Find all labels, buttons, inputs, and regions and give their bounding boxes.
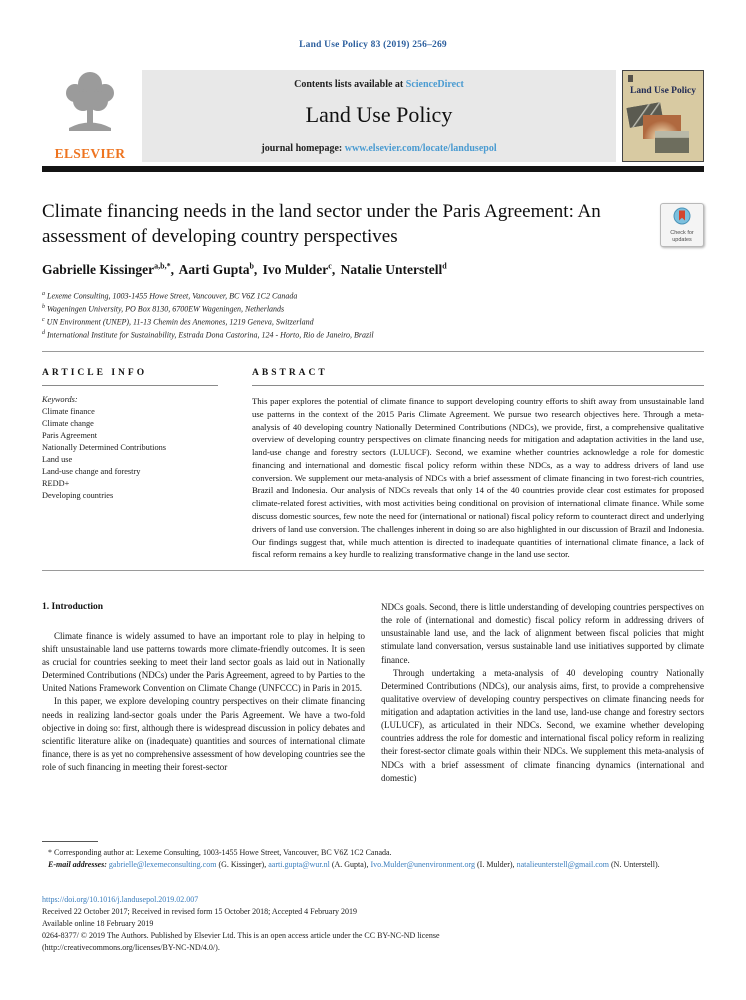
author-list xyxy=(42,261,704,278)
contents-prefix: Contents lists available at xyxy=(294,79,406,90)
email-label: E-mail addresses: xyxy=(48,860,107,869)
author-name: Aarti Gupta xyxy=(178,261,250,277)
body-columns xyxy=(42,601,704,785)
abstract-text: This paper explores the potential of climate finance to support developing country efforts to shift away from unsustainable land use patterns in the context of the 2015 Paris Climate Agreement. We pursue two research objectives here. Through a meta-analysis of 40 developing country Nationally Determined Contributions (NDCs), we provide, first, a comprehensive qualitative overview of developing country perspectives on climate financing needs for mitigation and adaptation activities in the land use, land-use change and forestry sectors (LULUCF). Second, we examine whether countries acknowledge a role for domestic financing and international and domestic fiscal policy reform within these NDCs, as a way to address drivers of land use conversion. We supplement our meta-analysis of NDCs with a brief assessment of climate financing in two forest-rich countries, Brazil and Indonesia. Our analysis of NDCs reveals that only 14 of the 40 countries provide clear cost estimates for proposed climate-related forest activities, with most activities being conditional on provision of international climate finance. While some discuss domestic sources, few note the need for (international or national) fiscal policy reform to counteract direct and underlying drivers of land use conversion. The challenges inherent in doing so are also highlighted in our discussion of Brazil and Indonesia. Our findings suggest that, while much attention is directed to inadequate quantities of international climate finance, a lack of fiscal reform remains a key hurdle to realizing transformative change in the land use sector. xyxy=(252,396,704,560)
author-sep: , xyxy=(331,261,336,277)
keyword: Land use xyxy=(42,455,73,465)
author-name: Ivo Mulder xyxy=(262,261,329,277)
available-online: Available online 18 February 2019 xyxy=(42,919,154,928)
affiliation-sup: c xyxy=(42,317,45,324)
affiliation-sup: b xyxy=(42,304,45,311)
author-sup: c xyxy=(328,261,332,270)
sciencedirect-link[interactable]: ScienceDirect xyxy=(405,79,464,90)
author xyxy=(341,262,447,277)
affiliation xyxy=(42,329,704,342)
author-sup: a,b,* xyxy=(154,261,171,270)
license-url[interactable]: (http://creativecommons.org/licenses/BY-NC-ND/4.0/). xyxy=(42,943,220,952)
body-column-left xyxy=(42,601,365,785)
affiliation xyxy=(42,290,704,303)
email-link[interactable]: natalieunterstell@gmail.com xyxy=(516,860,610,869)
body-paragraph: Climate finance is widely assumed to have an important role to play in helping to shift unsustainable land use patterns towards more climate-friendly outcomes. It is seen as crucial for countries seeking to meet their land sector goals as laid out in Nationally Determined Contributions (NDCs) under the Paris Agreement, agreed to by Parties to the United Nations Framework Convention on Climate Change (UNFCCC) in Paris in 2015. xyxy=(42,630,365,694)
email-link[interactable]: gabrielle@lexemeconsulting.com xyxy=(108,860,217,869)
header-divider-bar xyxy=(42,166,704,172)
author-sep: , xyxy=(253,261,258,277)
author xyxy=(42,262,176,277)
journal-citation: Land Use Policy 83 (2019) 256–269 xyxy=(299,40,447,50)
homepage-line xyxy=(142,143,616,154)
elsevier-wordmark: ELSEVIER xyxy=(54,146,126,161)
keyword: Land-use change and forestry xyxy=(42,467,141,477)
email-addresses-line xyxy=(42,859,704,871)
author-name: Natalie Unterstell xyxy=(340,261,443,277)
article-title: Climate financing needs in the land sector under the Paris Agreement: An assessment of developing country perspectives xyxy=(42,201,601,248)
homepage-prefix: journal homepage: xyxy=(261,143,345,154)
keyword: Nationally Determined Contributions xyxy=(42,443,166,453)
email-owner: (I. Mulder), xyxy=(477,860,515,869)
footnote-block xyxy=(42,841,704,871)
footnote-rule xyxy=(42,841,98,842)
email-owner: (N. Unterstell). xyxy=(611,860,660,869)
section-divider xyxy=(42,570,704,571)
email-link[interactable]: aarti.gupta@wur.nl xyxy=(268,860,330,869)
journal-homepage-link[interactable]: www.elsevier.com/locate/landusepol xyxy=(344,143,497,154)
author-sep: , xyxy=(170,261,174,277)
email-link[interactable]: Ivo.Mulder@unenvironment.org xyxy=(370,860,476,869)
doi-link[interactable]: https://doi.org/10.1016/j.landusepol.2019.02.007 xyxy=(42,895,199,904)
keywords-label: Keywords: xyxy=(42,395,78,404)
author-sup: b xyxy=(249,261,254,270)
affiliation xyxy=(42,303,704,316)
abstract-column xyxy=(252,368,704,561)
journal-masthead xyxy=(142,70,616,162)
received-dates: Received 22 October 2017; Received in revised form 15 October 2018; Accepted 4 February 2019 xyxy=(42,907,358,916)
affiliation-text: Lexeme Consulting, 1003-1455 Howe Street, Vancouver, BC V6Z 1C2 Canada xyxy=(47,291,298,301)
article-info-column xyxy=(42,368,218,561)
journal-title: Land Use Policy xyxy=(305,102,453,127)
affiliation-text: Wageningen University, PO Box 8130, 6700EW Wageningen, Netherlands xyxy=(47,304,285,314)
corresponding-author-note: * Corresponding author at: Lexeme Consulting, 1003-1455 Howe Street, Vancouver, BC V6Z 1C2 Canada. xyxy=(48,848,392,857)
cover-emblem-icon xyxy=(628,75,633,82)
keywords-block xyxy=(42,394,218,502)
keyword: Developing countries xyxy=(42,491,114,501)
check-updates-icon xyxy=(673,207,691,230)
cover-art-block xyxy=(655,131,689,153)
affiliation xyxy=(42,316,704,329)
elsevier-logo xyxy=(42,70,138,162)
keyword: Climate change xyxy=(42,419,94,429)
affiliation-sup: a xyxy=(42,291,45,297)
keyword: Paris Agreement xyxy=(42,431,98,441)
affiliation-text: International Institute for Sustainability, Estrada Dona Castorina, 124 - Horto, Rio de Janeiro, Brazil xyxy=(47,330,374,340)
author xyxy=(263,262,338,277)
body-paragraph: NDCs goals. Second, there is little understanding of developing countries perspectives on the role of (international and domestic) fiscal policy reform in addressing drivers of unsustainable land use, and the lack of alignment between fiscal policies that might stimulate land conversation, versus sustainable land use initiatives supported by climate finance. xyxy=(381,602,704,665)
elsevier-tree-icon xyxy=(59,121,121,138)
affiliation-sup: d xyxy=(42,330,45,337)
affiliation-text: UN Environment (UNEP), 11-13 Chemin des Anemones, 1219 Geneva, Switzerland xyxy=(46,317,314,327)
cover-title: Land Use Policy xyxy=(630,86,696,96)
contents-line xyxy=(142,79,616,90)
keyword: REDD+ xyxy=(42,479,70,489)
affiliation-list xyxy=(42,290,704,342)
author xyxy=(179,262,260,277)
body-column-right xyxy=(381,601,704,785)
author-name: Gabrielle Kissinger xyxy=(42,261,155,277)
journal-cover-thumbnail xyxy=(622,70,704,162)
journal-header xyxy=(42,70,704,162)
publication-metadata xyxy=(42,894,704,954)
check-updates-label: Check for updates xyxy=(670,229,694,243)
introduction-heading: 1. Introduction xyxy=(42,602,104,612)
info-abstract-section xyxy=(42,368,704,561)
article-info-heading: ARTICLE INFO xyxy=(42,368,218,386)
author-sup: d xyxy=(442,261,447,270)
body-paragraph: In this paper, we explore developing country perspectives on their climate financing needs in realizing land-sector goals under the Paris Agreement. We have a two-fold objective in doing so: first, although there is widespread discussion in policy debates and scientific literature alike on (inadequate) quantities and sources of international climate finance, there is as yet no comprehensive assessment of how developing countries see the role of such financing in meeting their forest-sector xyxy=(42,696,365,773)
abstract-heading: ABSTRACT xyxy=(252,368,704,386)
section-divider xyxy=(42,351,704,352)
title-row xyxy=(42,199,704,250)
keyword: Climate finance xyxy=(42,407,95,417)
check-for-updates-badge[interactable] xyxy=(660,203,704,247)
email-owner: (A. Gupta), xyxy=(331,860,369,869)
email-owner: (G. Kissinger), xyxy=(218,860,267,869)
copyright-line: 0264-8377/ © 2019 The Authors. Published by Elsevier Ltd. This is an open access article under the CC BY-NC-ND license xyxy=(42,931,440,940)
body-paragraph: Through undertaking a meta-analysis of 40 developing country Nationally Determined Contributions (NDCs), our analysis aims, first, to provide a comprehensive qualitative overview of developing country perspectives on climate financing needs for mitigation and adaptation activities in the land use, land-use change and forestry sectors (LULUCF), as articulated in their NDCs. Second, we examine whether developing countries address the role for domestic and international fiscal policy reform in realizing their forest-sector climate goals within their NDCs. We supplement this meta-analysis of NDCs with a brief assessment of climate financing dynamics (international and domestic) xyxy=(381,667,704,783)
